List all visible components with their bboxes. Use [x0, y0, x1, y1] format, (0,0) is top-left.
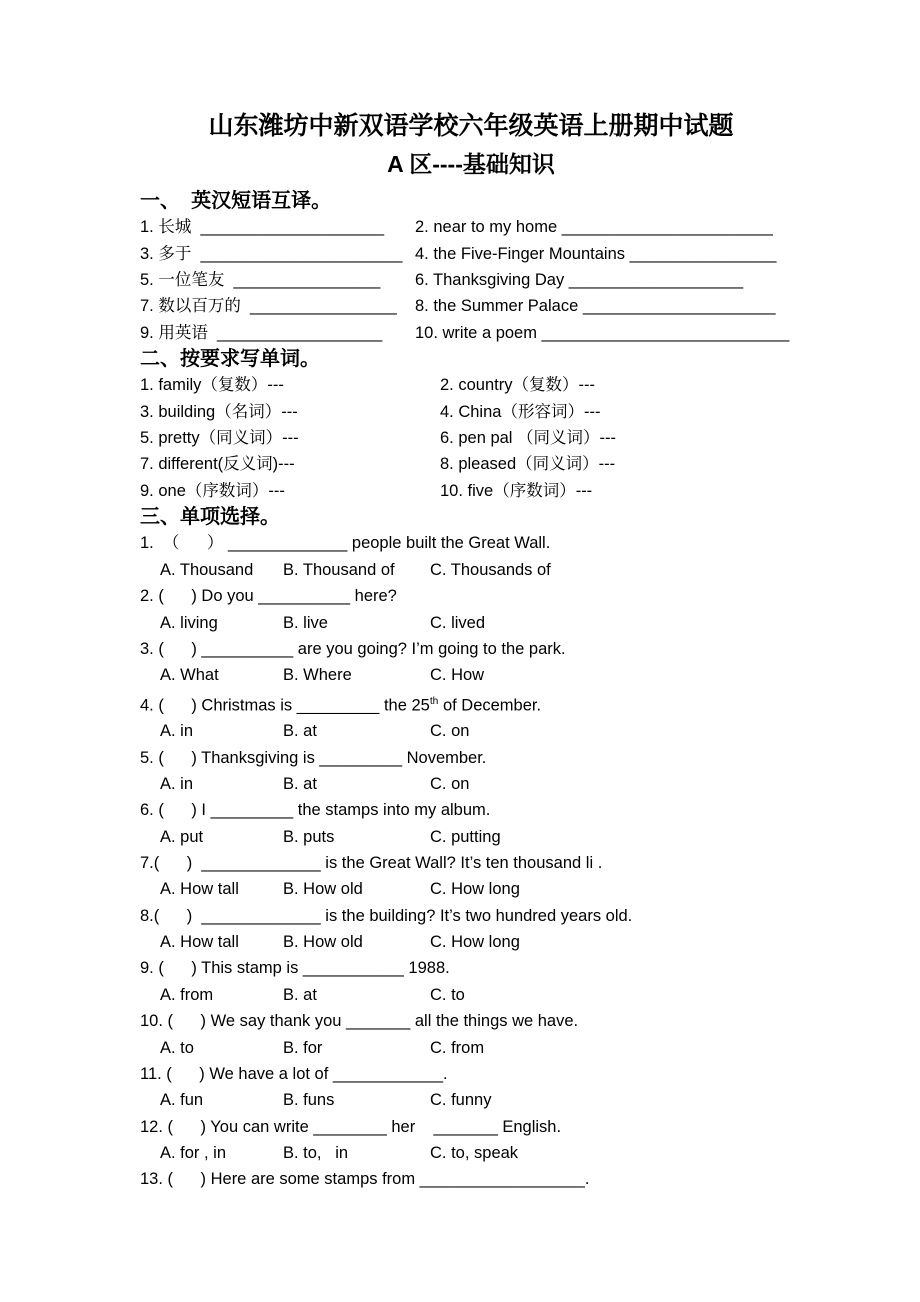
phrase-row-3: [140, 267, 802, 293]
option-a: A. How tall: [160, 933, 239, 952]
question-9-options: [140, 982, 802, 1008]
option-a: A. to: [160, 1038, 194, 1057]
phrase-item-2: 2. near to my home _______________________: [415, 218, 773, 237]
option-a: A. in: [160, 722, 194, 741]
page-subtitle: A 区----基础知识: [387, 151, 555, 177]
question-7-stem: 7.( ) _____________ is the Great Wall? It’s ten thousand li .: [140, 854, 603, 873]
option-a: A. What: [160, 666, 219, 685]
word-item-9: 9. one（序数词）---: [140, 481, 285, 500]
option-c: C. to, speak: [430, 1143, 519, 1162]
question-11-stem: 11. ( ) We have a lot of ____________.: [140, 1064, 448, 1083]
page-title: 山东潍坊中新双语学校六年级英语上册期中试题: [208, 112, 734, 140]
word-item-8: 8. pleased（同义词）---: [440, 455, 616, 474]
option-b: B. Thousand of: [283, 560, 395, 579]
question-1-options: [140, 557, 802, 583]
phrase-item-5: 5. 一位笔友 ________________: [140, 271, 381, 290]
option-a: A. fun: [160, 1091, 204, 1110]
word-item-5: 5. pretty（同义词）---: [140, 429, 299, 448]
word-item-4: 4. China（形容词）---: [440, 402, 601, 421]
question-12-options: [140, 1140, 802, 1166]
word-item-3: 3. building（名词）---: [140, 402, 298, 421]
option-a: A. from: [160, 985, 214, 1004]
phrase-item-6: 6. Thanksgiving Day ___________________: [415, 271, 744, 290]
question-3-stem: 3. ( ) __________ are you going? I’m going to the park.: [140, 639, 566, 658]
word-row-4: [140, 451, 802, 477]
question-10-stem: 10. ( ) We say thank you _______ all the things we have.: [140, 1012, 579, 1031]
question-4-stem: [140, 689, 802, 719]
option-c: C. funny: [430, 1091, 492, 1110]
question-10-options: [140, 1035, 802, 1061]
phrase-item-7: 7. 数以百万的 ________________: [140, 297, 397, 316]
option-c: C. on: [430, 722, 470, 741]
option-b: B. live: [283, 613, 328, 632]
question-4-options: [140, 718, 802, 744]
phrase-item-10: 10. write a poem ___________________________: [415, 323, 790, 342]
option-c: C. putting: [430, 827, 501, 846]
question-7-options: [140, 876, 802, 902]
question-5-stem: 5. ( ) Thanksgiving is _________ November.: [140, 748, 487, 767]
phrase-row-5: [140, 320, 802, 346]
phrase-row-4: [140, 293, 802, 319]
question-2-options: [140, 610, 802, 636]
question-11-options: [140, 1087, 802, 1113]
option-c: C. Thousands of: [430, 560, 551, 579]
option-b: B. to, in: [283, 1143, 349, 1162]
stem-text: 4. ( ) Christmas is _________ the 25: [140, 696, 430, 715]
option-b: B. at: [283, 722, 317, 741]
word-row-1: [140, 372, 802, 398]
option-b: B. How old: [283, 933, 363, 952]
section2-heading: 二、按要求写单词。: [140, 348, 320, 371]
option-b: B. for: [283, 1038, 323, 1057]
phrase-item-8: 8. the Summer Palace _____________________: [415, 297, 776, 316]
phrase-item-1: 1. 长城 ____________________: [140, 218, 385, 237]
option-c: C. to: [430, 985, 465, 1004]
option-b: B. Where: [283, 666, 352, 685]
question-12-stem: 12. ( ) You can write ________ her _______ English.: [140, 1117, 562, 1136]
section3-heading: 三、单项选择。: [140, 506, 280, 529]
word-item-10: 10. five（序数词）---: [440, 481, 593, 500]
option-b: B. at: [283, 985, 317, 1004]
question-3-options: [140, 662, 802, 688]
option-a: A. How tall: [160, 880, 239, 899]
option-c: C. from: [430, 1038, 485, 1057]
phrase-item-3: 3. 多于 ______________________: [140, 244, 403, 263]
stem-text: of December.: [438, 696, 542, 715]
option-a: A. in: [160, 775, 194, 794]
option-b: B. How old: [283, 880, 363, 899]
word-item-2: 2. country（复数）---: [440, 376, 595, 395]
option-a: A. living: [160, 613, 218, 632]
question-6-options: [140, 824, 802, 850]
question-1-stem: 1. （ ） _____________ people built the Great Wall.: [140, 534, 551, 553]
word-row-3: [140, 425, 802, 451]
question-13-stem: 13. ( ) Here are some stamps from __________________.: [140, 1170, 590, 1189]
option-b: B. at: [283, 775, 317, 794]
option-c: C. on: [430, 775, 470, 794]
word-row-5: [140, 478, 802, 504]
option-c: C. How: [430, 666, 485, 685]
phrase-row-1: [140, 214, 802, 240]
option-c: C. lived: [430, 613, 486, 632]
option-c: C. How long: [430, 880, 520, 899]
ordinal-suffix: th: [429, 695, 439, 707]
word-item-6: 6. pen pal （同义词）---: [440, 429, 617, 448]
phrase-item-9: 9. 用英语 __________________: [140, 323, 383, 342]
option-b: B. funs: [283, 1091, 335, 1110]
section1-heading: 一、 英汉短语互译。: [140, 190, 332, 212]
option-a: A. put: [160, 827, 204, 846]
question-5-options: [140, 771, 802, 797]
phrase-item-4: 4. the Five-Finger Mountains ________________: [415, 244, 777, 263]
question-8-stem: 8.( ) _____________ is the building? It’s two hundred years old.: [140, 906, 633, 925]
option-b: B. puts: [283, 827, 335, 846]
word-item-7: 7. different(反义词)---: [140, 455, 295, 474]
phrase-row-2: [140, 241, 802, 267]
question-9-stem: 9. ( ) This stamp is ___________ 1988.: [140, 959, 450, 978]
question-8-options: [140, 929, 802, 955]
question-6-stem: 6. ( ) I _________ the stamps into my album.: [140, 801, 491, 820]
option-a: A. Thousand: [160, 560, 254, 579]
word-item-1: 1. family（复数）---: [140, 376, 284, 395]
option-a: A. for , in: [160, 1143, 227, 1162]
question-2-stem: 2. ( ) Do you __________ here?: [140, 587, 397, 606]
option-c: C. How long: [430, 933, 520, 952]
word-row-2: [140, 399, 802, 425]
